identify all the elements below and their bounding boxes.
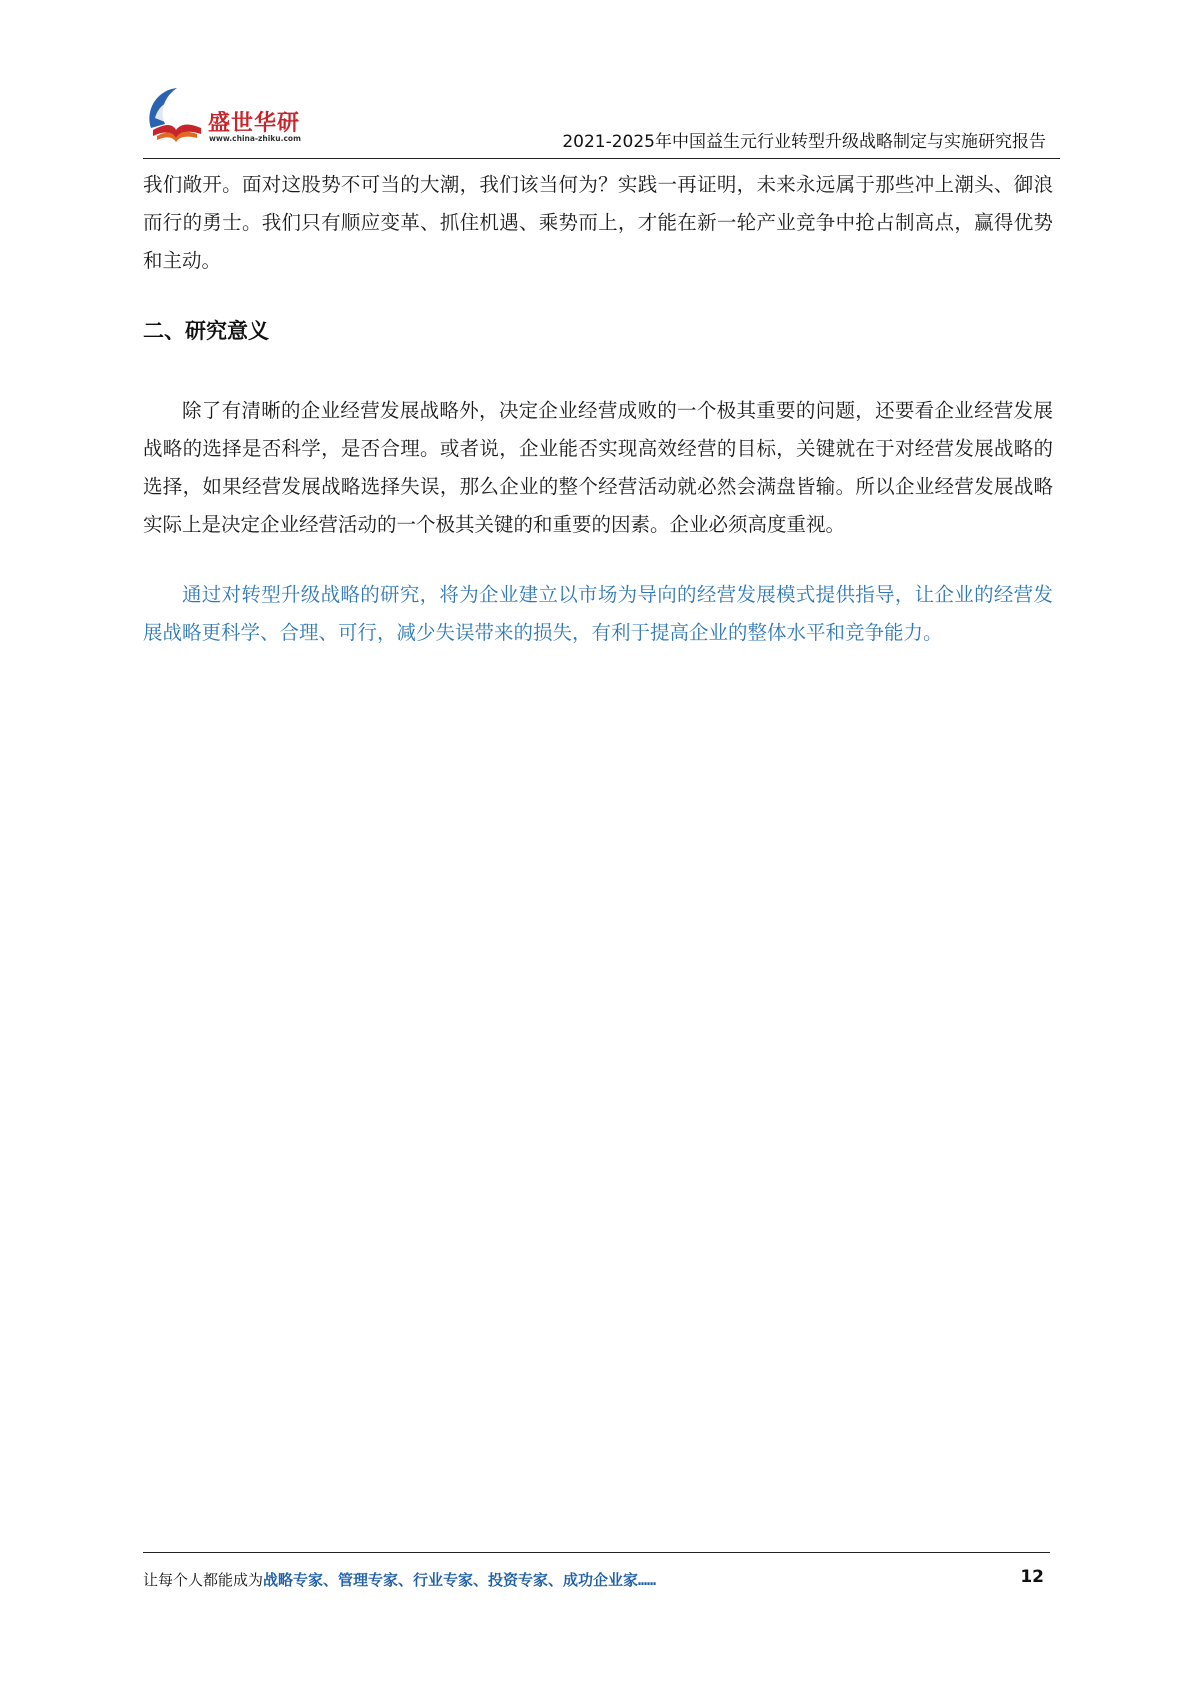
page-header [143,80,1060,159]
report-title: 2021-2025年中国益生元行业转型升级战略制定与实施研究报告 [562,132,1046,152]
logo-emblem-icon [143,84,209,150]
paragraph-research-significance: 除了有清晰的企业经营发展战略外，决定企业经营成败的一个极其重要的问题，还要看企业经营发展战略的选择是否科学，是否合理。或者说，企业能否实现高效经营的目标，关键就在于对经营发展战略的选择，如果经营发展战略选择失误，那么企业的整个经营活动就必然会满盘皆输。所以企业经营发展战略实际上是决定企业经营活动的一个极其关键的和重要的因素。企业必须高度重视。 [143,399,1053,536]
page-content [143,166,1053,652]
logo-url: www.china-zhiku.com [209,134,301,143]
paragraph-continued: 我们敞开。面对这股势不可当的大潮，我们该当何为？实践一再证明，未来永远属于那些冲上潮头、御浪而行的勇士。我们只有顺应变革、抓住机遇、乘势而上，才能在新一轮产业竞争中抢占制高点，赢得优势和主动。 [143,173,1053,272]
logo-name: 盛世华研 [208,111,301,136]
paragraph-gap [143,544,1053,576]
page-number: 12 [1020,1567,1044,1587]
footer-slogan-prefix: 让每个人都能成为 [143,1571,264,1589]
footer-slogan-highlight: 战略专家、管理专家、行业专家、投资专家、成功企业家…… [263,1571,657,1589]
section-heading: 二、研究意义 [143,319,269,343]
page-footer [143,1552,1050,1593]
footer-slogan [143,1569,656,1590]
paragraph-highlight: 通过对转型升级战略的研究，将为企业建立以市场为导向的经营发展模式提供指导，让企业的经营发展战略更科学、合理、可行，减少失误带来的损失，有利于提高企业的整体水平和竞争能力。 [143,583,1053,644]
company-logo [143,84,343,150]
